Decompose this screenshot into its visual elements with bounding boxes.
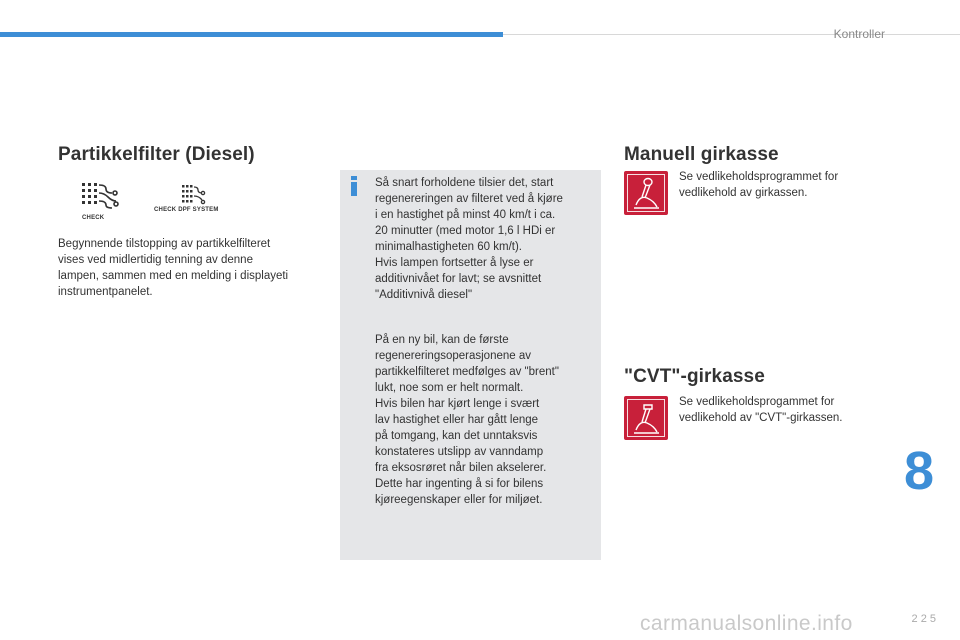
check-caption: CHECK (82, 215, 105, 221)
body-line: vedlikehold av girkassen. (679, 187, 808, 199)
info-line: på tomgang, kan det unntaksvis (375, 430, 538, 442)
section-label: Kontroller (833, 27, 885, 41)
watermark: carmanualsonline.info (640, 612, 853, 635)
cvt-gearbox-title: "CVT"-girkasse (624, 366, 765, 387)
info-line: Hvis bilen har kjørt lenge i svært (375, 398, 540, 410)
info-line: konstateres utslipp av vanndamp (375, 446, 544, 458)
page-number: 2 2 5 (911, 613, 936, 625)
header-accent-bar (0, 32, 503, 37)
info-line: lukt, noe som er helt normalt. (375, 382, 524, 394)
info-line: Dette har ingenting å si for bilens (375, 478, 544, 490)
dpf-system-warning-icon (180, 182, 206, 208)
body-line: lampen, sammen med en melding i displayeti (58, 270, 289, 282)
info-line: fra eksosrøret når bilen akselerer. (375, 462, 547, 474)
info-line: partikkelfilteret medfølges av "brent" (375, 366, 559, 378)
info-line: kjøreegenskaper eller for miljøet. (375, 494, 543, 506)
info-line: i en hastighet på minst 40 km/t i ca. (375, 209, 556, 221)
info-line: Hvis lampen fortsetter å lyse er (375, 257, 534, 269)
header-divider (503, 34, 960, 35)
info-line: "Additivnivå diesel" (375, 289, 473, 301)
info-line: På en ny bil, kan de første (375, 334, 509, 346)
info-line: 20 minutter (med motor 1,6 l HDi er (375, 225, 556, 237)
chapter-number: 8 (904, 441, 935, 501)
check-dpf-caption: CHECK DPF SYSTEM (154, 207, 219, 213)
info-line: minimalhastigheten 60 km/t). (375, 241, 523, 253)
info-line: regenereringen av filteret ved å kjøre (375, 193, 563, 205)
particle-filter-warning-icon (78, 180, 120, 212)
body-line: Se vedlikeholdsprogrammet for (679, 171, 839, 183)
info-icon (350, 176, 358, 196)
body-line: Begynnende tilstopping av partikkelfilteret (58, 238, 271, 250)
body-line: instrumentpanelet. (58, 286, 153, 298)
cvt-gearbox-maintenance-icon (624, 396, 668, 440)
info-line: additivnivået for lavt; se avsnittet (375, 273, 542, 285)
body-line: vises ved midlertidig tenning av denne (58, 254, 253, 266)
particle-filter-title: Partikkelfilter (Diesel) (58, 144, 255, 165)
manual-gearbox-maintenance-icon (624, 171, 668, 215)
body-line: Se vedlikeholdsprogammet for (679, 396, 835, 408)
body-line: vedlikehold av "CVT"-girkassen. (679, 412, 843, 424)
manual-gearbox-title: Manuell girkasse (624, 144, 779, 165)
info-line: lav hastighet eller har gått lenge (375, 414, 539, 426)
info-line: regenereringsoperasjonene av (375, 350, 531, 362)
info-line: Så snart forholdene tilsier det, start (375, 177, 554, 189)
